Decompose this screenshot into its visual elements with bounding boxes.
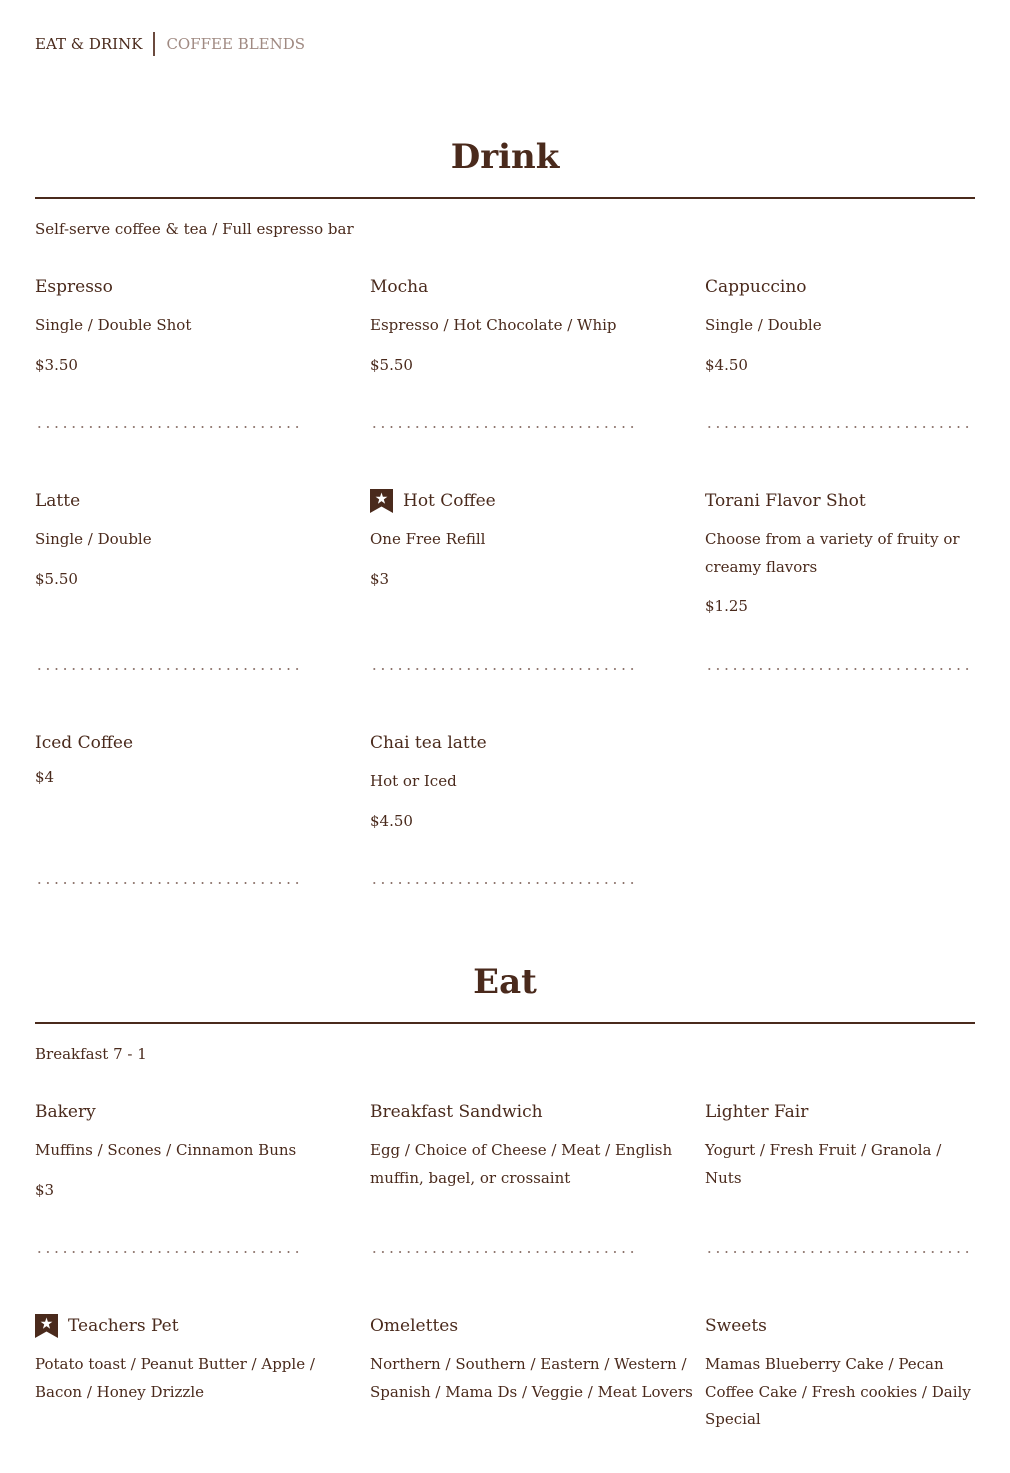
dotted-divider	[370, 882, 638, 884]
item-description: Potato toast / Peanut Butter / Apple / Bacon / Honey Drizzle	[35, 1355, 315, 1401]
item-description: Northern / Southern / Eastern / Western / Spanish / Mama Ds / Veggie / Meat Lovers	[370, 1355, 693, 1401]
item-name: Espresso	[35, 277, 113, 297]
item-name: Teachers Pet	[68, 1316, 179, 1336]
menu-item-cappuccino	[705, 274, 975, 376]
menu-item-espresso	[35, 274, 370, 376]
eat-section-rule	[35, 1022, 975, 1024]
item-name: Breakfast Sandwich	[370, 1102, 543, 1122]
menu-item-teachers-pet	[35, 1313, 370, 1434]
menu-item-lighter-fair	[705, 1099, 975, 1201]
menu-item-iced-coffee	[35, 730, 370, 832]
menu-item-latte	[35, 488, 370, 617]
eat-row-2	[35, 1313, 975, 1434]
dotted-divider	[705, 668, 973, 670]
drink-section-rule	[35, 197, 975, 199]
menu-item-mocha	[370, 274, 705, 376]
item-price: $3	[35, 1180, 55, 1199]
item-price: $4.50	[705, 355, 748, 374]
item-description: One Free Refill	[370, 530, 486, 548]
item-price: $3.50	[35, 355, 78, 374]
drink-row-1	[35, 274, 975, 376]
item-name: Omelettes	[370, 1316, 459, 1336]
item-description: Hot or Iced	[370, 772, 457, 790]
drink-row-2	[35, 488, 975, 617]
item-description: Muffins / Scones / Cinnamon Buns	[35, 1141, 297, 1159]
drink-section-subtitle: Self-serve coffee & tea / Full espresso bar	[35, 220, 354, 238]
top-nav	[35, 32, 305, 56]
eat-row-1	[35, 1099, 975, 1201]
dotted-divider	[35, 882, 303, 884]
item-price: $5.50	[370, 355, 413, 374]
item-description: Egg / Choice of Cheese / Meat / English muffin, bagel, or crossaint	[370, 1141, 673, 1187]
dotted-divider	[370, 668, 638, 670]
featured-star-icon	[370, 489, 393, 513]
item-description: Mamas Blueberry Cake / Pecan Coffee Cake / Fresh cookies / Daily Special	[705, 1355, 971, 1428]
featured-star-icon	[35, 1314, 58, 1338]
dotted-divider	[705, 426, 973, 428]
item-name: Torani Flavor Shot	[705, 491, 866, 511]
empty-cell	[705, 730, 975, 832]
item-name: Chai tea latte	[370, 733, 487, 753]
dotted-divider	[370, 1251, 638, 1253]
nav-eat-drink[interactable]: EAT & DRINK	[35, 35, 143, 53]
item-price: $5.50	[35, 569, 78, 588]
dotted-divider	[35, 668, 303, 670]
item-description: Espresso / Hot Chocolate / Whip	[370, 316, 617, 334]
item-name: Iced Coffee	[35, 733, 134, 753]
item-name: Cappuccino	[705, 277, 807, 297]
item-name: Bakery	[35, 1102, 96, 1122]
drink-row-3	[35, 730, 975, 832]
drink-section-title: Drink	[450, 137, 560, 177]
menu-item-hot-coffee	[370, 488, 705, 617]
item-name: Lighter Fair	[705, 1102, 809, 1122]
item-name: Sweets	[705, 1316, 767, 1336]
nav-divider	[153, 32, 155, 56]
item-name-row	[370, 488, 705, 514]
item-description: Single / Double	[35, 530, 152, 548]
menu-item-torani-flavor-shot	[705, 488, 975, 617]
item-price: $3	[370, 569, 390, 588]
item-name-row	[35, 1313, 370, 1339]
item-name: Mocha	[370, 277, 429, 297]
item-price: $4	[35, 768, 55, 786]
eat-section-title: Eat	[473, 962, 537, 1002]
menu-item-chai-tea-latte	[370, 730, 705, 832]
item-description: Choose from a variety of fruity or creamy flavors	[705, 530, 960, 576]
item-description: Single / Double	[705, 316, 822, 334]
item-description: Yogurt / Fresh Fruit / Granola / Nuts	[705, 1141, 942, 1187]
menu-item-breakfast-sandwich	[370, 1099, 705, 1201]
dotted-divider	[35, 1251, 303, 1253]
menu-item-bakery	[35, 1099, 370, 1201]
eat-section-subtitle: Breakfast 7 - 1	[35, 1045, 147, 1063]
menu-item-sweets	[705, 1313, 975, 1434]
dotted-divider	[705, 1251, 973, 1253]
dotted-divider	[35, 426, 303, 428]
item-price: $4.50	[370, 811, 413, 830]
nav-coffee-blends[interactable]: COFFEE BLENDS	[166, 35, 306, 53]
menu-item-omelettes	[370, 1313, 705, 1434]
dotted-divider	[370, 426, 638, 428]
item-description: Single / Double Shot	[35, 316, 192, 334]
item-name: Hot Coffee	[403, 491, 496, 511]
item-name: Latte	[35, 491, 81, 511]
item-price: $1.25	[705, 597, 748, 615]
